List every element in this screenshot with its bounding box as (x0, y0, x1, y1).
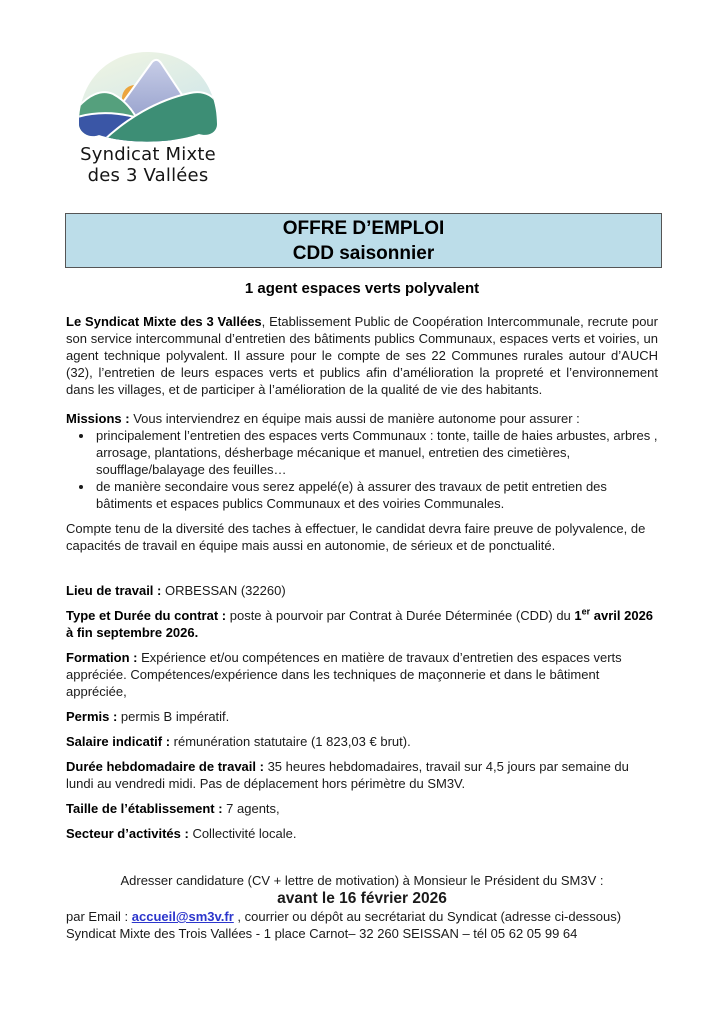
missions-label: Missions : (66, 411, 130, 426)
detail-value: Collectivité locale. (188, 826, 297, 841)
detail-label: Durée hebdomadaire de travail : (66, 759, 264, 774)
detail-label: Lieu de travail : (66, 583, 162, 598)
missions-heading (66, 410, 658, 427)
intro-bold-lead: Le Syndicat Mixte des 3 Vallées (66, 314, 262, 329)
banner-line1: OFFRE D’EMPLOI (282, 217, 445, 239)
detail-row-salaire (66, 733, 658, 750)
detail-label: Salaire indicatif : (66, 734, 171, 749)
detail-value: 7 agents, (222, 801, 280, 816)
detail-label: Type et Durée du contrat : (66, 608, 227, 623)
document-body (66, 280, 658, 942)
application-deadline: avant le 16 février 2026 (277, 890, 447, 907)
missions-intro: Vous interviendrez en équipe mais aussi de manière autonome pour assurer : (129, 411, 580, 426)
detail-row-lieu (66, 582, 658, 599)
application-block (66, 872, 658, 942)
title-banner (65, 213, 662, 268)
detail-value: 35 heures hebdomadaires, travail sur 4,5 jours par semaine du lundi au vendredi midi. Pas de déplacement hors périmètre du SM3V. (66, 759, 629, 791)
mission-bullet-2: • de manière secondaire vous serez appelé(e) à assurer des travaux de petit entretien des bâtiments et espaces publics Communaux et des voiries Communales. (94, 478, 658, 512)
email-prefix: par Email : (66, 909, 132, 924)
intro-paragraph (66, 313, 658, 398)
detail-row-duree-hebdo (66, 758, 658, 792)
email-link[interactable]: accueil@sm3v.fr (131, 909, 234, 924)
org-name-line2: des 3 Vallées (87, 165, 209, 186)
detail-row-secteur (66, 825, 658, 842)
org-name (70, 144, 226, 186)
email-line (66, 908, 658, 925)
detail-row-permis (66, 708, 658, 725)
mission-bullet-1: • principalement l’entretien des espaces verts Communaux : tonte, taille de haies arbustes, arbres , arrosage, plantations, désherbage mécanique et manuel, entretien des cimetières, soufflage/balayage des feuilles… (94, 427, 658, 478)
detail-value: Expérience et/ou compétences en matière de travaux d’entretien des espaces verts appréciée. Compétences/expérience dans les techniques de maçonnerie et dans le bâtiment appréciée, (66, 650, 622, 699)
detail-value: ORBESSAN (32260) (161, 583, 286, 598)
intro-text: , Etablissement Public de Coopération Intercommunale, recrute pour son service intercommunal d’entretien des bâtiments publics Communaux, espaces verts et voiries, un agent technique polyvalent. Il assure pour le compte de ses 22 Communes rurales autour d’AUCH (32), l’entretien de leurs espaces verts et publics afin d’amélioration la propreté et l’environnement dans les villages, et de participer à l’amélioration de la qualité de vie des habitants. (66, 314, 658, 397)
application-instructions: Adresser candidature (CV + lettre de motivation) à Monsieur le Président du SM3V : (120, 873, 604, 888)
detail-label: Formation : (66, 650, 138, 665)
detail-value: permis B impératif. (117, 709, 230, 724)
detail-value: poste à pourvoir par Contrat à Durée Déterminée (CDD) du (226, 608, 575, 623)
missions-list (66, 427, 658, 512)
detail-label: Permis : (66, 709, 118, 724)
polyvalence-paragraph: Compte tenu de la diversité des taches à effectuer, le candidat devra faire preuve de polyvalence, de capacités de travail en équipe mais aussi en autonomie, de sérieux et de ponctualité. (66, 521, 646, 553)
job-title: 1 agent espaces verts polyvalent (244, 280, 480, 297)
logo-illustration (78, 48, 218, 142)
detail-label: Taille de l’établissement : (66, 801, 223, 816)
detail-row-contrat (66, 607, 658, 641)
address-line: Syndicat Mixte des Trois Vallées - 1 place Carnot– 32 260 SEISSAN – tél 05 62 05 99 64 (66, 926, 578, 941)
detail-row-taille (66, 800, 658, 817)
email-suffix: , courrier ou dépôt au secrétariat du Syndicat (adresse ci-dessous) (233, 909, 622, 924)
detail-label: Secteur d’activités : (66, 826, 189, 841)
org-logo (70, 48, 226, 186)
contract-dates: 1er avril 2026 à fin septembre 2026. (66, 606, 654, 640)
ordinal-superscript: er (581, 606, 591, 617)
org-name-line1: Syndicat Mixte (80, 144, 216, 165)
banner-line2: CDD saisonnier (292, 242, 435, 264)
detail-row-formation (66, 649, 658, 700)
detail-value: rémunération statutaire (1 823,03 € brut). (170, 734, 411, 749)
